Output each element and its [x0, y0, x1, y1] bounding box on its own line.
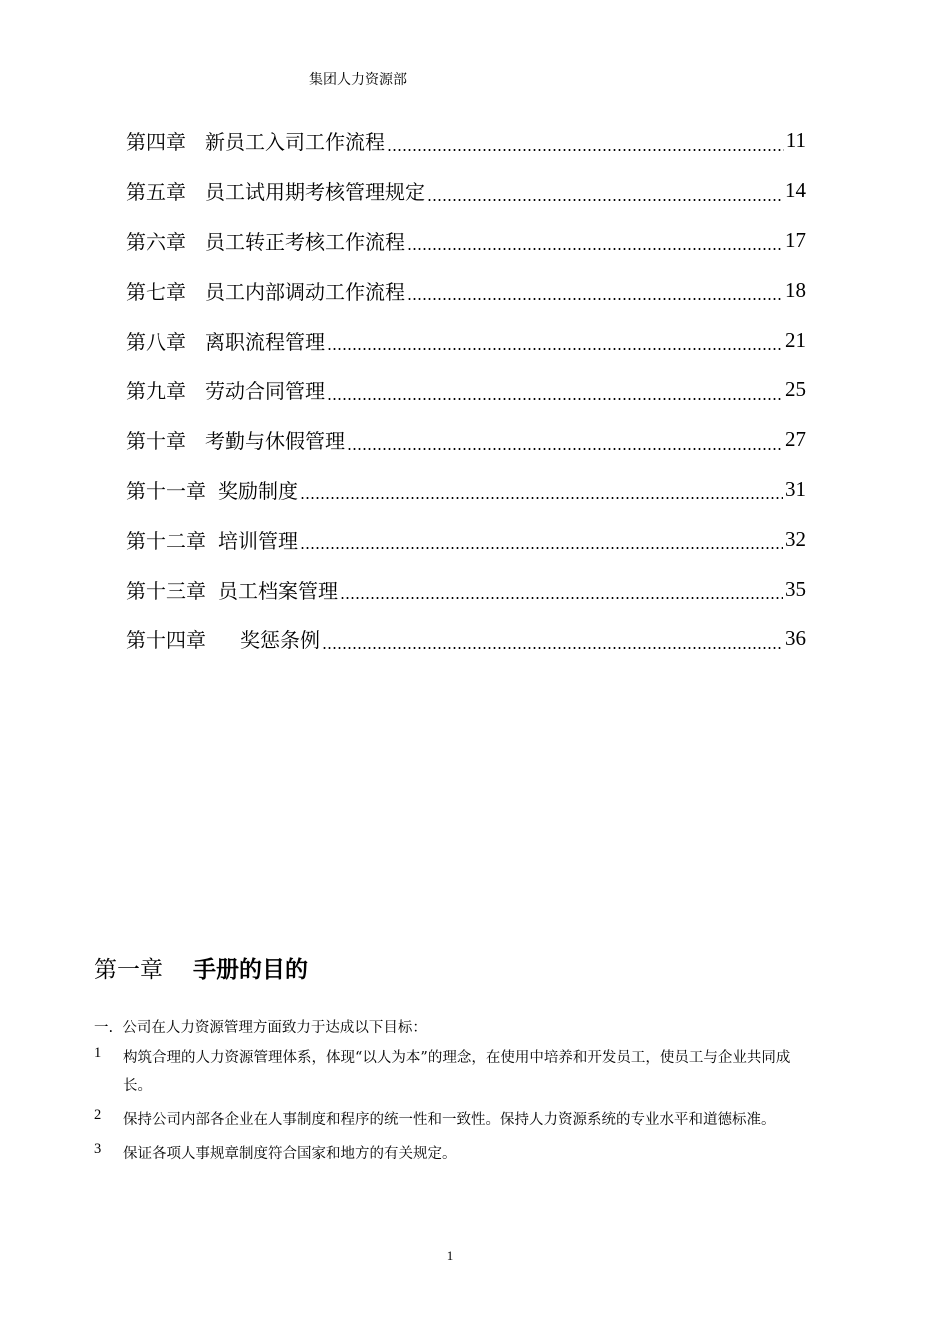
toc-dot-leader: [327, 330, 783, 350]
list-item-text: 构筑合理的人力资源管理体系，体现“以人为本”的理念，在使用中培养和开发员工，使员工与企业共同成长。: [123, 1050, 791, 1094]
toc-dot-leader: [407, 230, 783, 250]
toc-page-number: 27: [785, 427, 806, 452]
toc-chapter-title: 离职流程管理: [205, 329, 325, 354]
toc-entry[interactable]: [126, 415, 806, 465]
toc-dot-leader: [387, 131, 784, 151]
toc-chapter-number: 第十三章: [126, 578, 206, 603]
toc-page-number: 35: [785, 576, 806, 601]
toc-chapter-title: 奖惩条例: [240, 628, 320, 653]
toc-chapter-title: 培训管理: [218, 528, 298, 553]
list-item-text: 保证各项人事规章制度符合国家和地方的有关规定。: [123, 1146, 457, 1162]
list-item-number: 2: [94, 1107, 102, 1123]
toc-page-number: 21: [785, 327, 806, 352]
toc-page-number: 31: [785, 476, 806, 501]
toc-chapter-number: 第五章: [126, 180, 186, 205]
toc-entry[interactable]: [126, 365, 806, 415]
toc-chapter-title: 员工试用期考核管理规定: [205, 180, 425, 205]
toc-entry[interactable]: [126, 166, 806, 216]
toc-page-number: 32: [785, 526, 806, 551]
list-item-number: 3: [94, 1141, 102, 1157]
toc-dot-leader: [300, 479, 783, 499]
toc-chapter-title: 员工内部调动工作流程: [205, 279, 405, 304]
table-of-contents: [126, 116, 806, 664]
chapter-number: 第一章: [94, 957, 163, 983]
chapter-heading: [94, 951, 308, 984]
toc-chapter-title: 新员工入司工作流程: [205, 130, 385, 155]
toc-chapter-number: 第九章: [126, 379, 186, 404]
toc-entry[interactable]: [126, 116, 806, 166]
toc-chapter-number: 第八章: [126, 329, 186, 354]
toc-chapter-number: 第十章: [126, 429, 186, 454]
list-item: [94, 1041, 810, 1103]
toc-dot-leader: [300, 529, 783, 549]
toc-entry[interactable]: [126, 265, 806, 315]
toc-entry[interactable]: [126, 514, 806, 564]
toc-chapter-number: 第四章: [126, 130, 186, 155]
toc-dot-leader: [427, 181, 783, 201]
toc-page-number: 11: [785, 128, 806, 153]
toc-page-number: 18: [785, 277, 806, 302]
list-item: [94, 1137, 810, 1171]
toc-chapter-title: 奖励制度: [218, 478, 298, 503]
toc-page-number: 17: [785, 227, 806, 252]
toc-chapter-number: 第十一章: [126, 478, 206, 503]
toc-entry[interactable]: [126, 614, 806, 664]
toc-chapter-number: 第十四章: [126, 628, 206, 653]
toc-page-number: 25: [785, 377, 806, 402]
toc-page-number: 14: [785, 178, 806, 203]
toc-entry[interactable]: [126, 315, 806, 365]
toc-chapter-title: 员工档案管理: [218, 578, 338, 603]
section-intro: 一. 公司在人力资源管理方面致力于达成以下目标：: [94, 1020, 427, 1036]
toc-chapter-number: 第七章: [126, 279, 186, 304]
toc-chapter-title: 劳动合同管理: [205, 379, 325, 404]
list-item-text: 保持公司内部各企业在人事制度和程序的统一性和一致性。保持人力资源系统的专业水平和道德标准。: [123, 1112, 776, 1128]
chapter-body: [94, 1016, 810, 1171]
toc-dot-leader: [327, 380, 783, 400]
toc-chapter-number: 第六章: [126, 229, 186, 254]
toc-entry[interactable]: [126, 216, 806, 266]
toc-chapter-title: 员工转正考核工作流程: [205, 229, 405, 254]
chapter-title: 手册的目的: [193, 957, 308, 983]
list-item-number: 1: [94, 1045, 102, 1061]
toc-entry[interactable]: [126, 465, 806, 515]
toc-dot-leader: [340, 579, 783, 599]
toc-dot-leader: [407, 280, 783, 300]
toc-chapter-number: 第十二章: [126, 528, 206, 553]
toc-dot-leader: [347, 430, 783, 450]
page-number: 1: [446, 1248, 454, 1263]
toc-page-number: 36: [785, 626, 806, 651]
toc-chapter-title: 考勤与休假管理: [205, 429, 345, 454]
toc-entry[interactable]: [126, 564, 806, 614]
page-header: 集团人力资源部: [309, 72, 407, 88]
toc-dot-leader: [322, 629, 783, 649]
list-item: [94, 1103, 810, 1137]
